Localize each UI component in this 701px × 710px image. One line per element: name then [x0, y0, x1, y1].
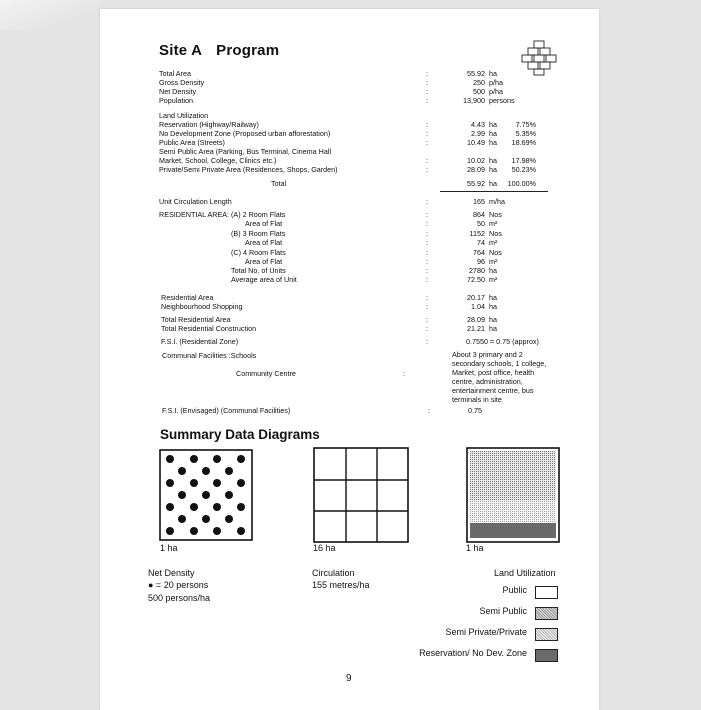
density-dot: [225, 467, 233, 475]
communal-line-text: secondary schools, 1 college,: [452, 359, 547, 368]
density-dot: [213, 455, 221, 463]
row-label: Population: [159, 96, 193, 105]
summary-title: Summary Data Diagrams: [160, 427, 320, 442]
row-unit: persons: [489, 96, 515, 105]
row-label: (C) 4 Room Flats: [231, 248, 286, 257]
legend-label: Semi Private/Private: [445, 627, 527, 637]
row-label: Area of Flat: [245, 219, 283, 228]
program-row: [100, 238, 599, 248]
program-row: [100, 337, 599, 347]
density-dot: [202, 467, 210, 475]
circulation-frame: [314, 448, 408, 542]
density-dot: [237, 479, 245, 487]
row-label: Net Density: [159, 87, 197, 96]
row-percentage: 17.98%: [511, 156, 536, 165]
density-dot: [202, 515, 210, 523]
net-density-diagram: [159, 449, 253, 541]
row-value: 1.04: [471, 302, 485, 311]
row-colon: :: [426, 337, 428, 346]
diagram-caption-2: 16 ha: [313, 543, 336, 553]
row-value: 2780: [469, 266, 485, 275]
row-unit: Nos: [489, 248, 502, 257]
row-value: 10.49: [467, 138, 485, 147]
row-percentage: 5.35%: [515, 129, 536, 138]
row-colon: :: [426, 120, 428, 129]
row-value: 72.50: [467, 275, 485, 284]
density-dot: [166, 455, 174, 463]
program-row: [100, 302, 599, 312]
diagram-caption-3: 1 ha: [466, 543, 484, 553]
row-label: Private/Semi Private Area (Residences, Shops, Garden): [159, 165, 338, 174]
communal-facilities-label: Communal Facilities :Schools: [162, 351, 257, 360]
row-value: 165: [473, 197, 485, 206]
row-colon: :: [426, 302, 428, 311]
legend-swatch: [535, 628, 558, 641]
row-unit: ha: [489, 302, 497, 311]
row-unit: p/ha: [489, 78, 503, 87]
row-unit: m/ha: [489, 197, 505, 206]
row-label: Average area of Unit: [231, 275, 297, 284]
row-unit: ha: [489, 156, 497, 165]
density-dot: [178, 467, 186, 475]
row-label: Semi Public Area (Parking, Bus Terminal, Cinema Hall: [159, 147, 332, 156]
document-page: [100, 9, 599, 710]
row-value: 500: [473, 87, 485, 96]
row-colon: :: [426, 138, 428, 147]
row-label: (B) 3 Room Flats: [231, 229, 286, 238]
row-unit: Nos: [489, 210, 502, 219]
row-percentage: 100.00%: [507, 179, 536, 188]
row-colon: :: [426, 210, 428, 219]
density-dot: [225, 491, 233, 499]
row-percentage: 18.69%: [511, 138, 536, 147]
program-row: [100, 219, 599, 229]
net-density-value: 500 persons/ha: [148, 593, 211, 603]
row-value: 13,900: [463, 96, 485, 105]
row-value: 764: [473, 248, 485, 257]
communal-line-text: entertainment centre, bus: [452, 386, 534, 395]
circulation-title: Circulation: [312, 568, 355, 578]
row-colon: :: [426, 266, 428, 275]
density-dot: [202, 491, 210, 499]
row-unit: ha: [489, 324, 497, 333]
row-unit: ha: [489, 138, 497, 147]
row-colon: :: [426, 275, 428, 284]
row-value: 50: [477, 219, 485, 228]
row-colon: :: [426, 87, 428, 96]
fsi-envisaged-colon: :: [428, 406, 430, 415]
row-value: 1152: [469, 229, 485, 238]
row-value: 21.21: [467, 324, 485, 333]
row-unit: ha: [489, 266, 497, 275]
density-dot: [213, 479, 221, 487]
communal-line-text: terminals in site: [452, 395, 502, 404]
row-value: 250: [473, 78, 485, 87]
density-dot: [225, 515, 233, 523]
row-label: Total No. of Units: [231, 266, 286, 275]
program-row: [100, 165, 599, 175]
density-dot: [166, 503, 174, 511]
land-utilization-diagram: [466, 447, 560, 543]
row-unit: m²: [489, 238, 498, 247]
row-label: RESIDENTIAL AREA: (A) 2 Room Flats: [159, 210, 286, 219]
row-value: 28.09: [467, 165, 485, 174]
row-colon: :: [426, 197, 428, 206]
diagram-caption-1: 1 ha: [160, 543, 178, 553]
row-percentage: 7.75%: [515, 120, 536, 129]
row-value: 55.92: [467, 69, 485, 78]
row-unit: ha: [489, 69, 497, 78]
row-label: Area of Flat: [245, 257, 283, 266]
density-dot: [213, 527, 221, 535]
row-label: Reservation (Highway/Railway): [159, 120, 259, 129]
legend-swatch: [535, 649, 558, 662]
row-label: Neighbourhood Shopping: [161, 302, 243, 311]
net-density-title: Net Density: [148, 568, 195, 578]
row-label: No Development Zone (Proposed urban afforestation): [159, 129, 331, 138]
program-title: Program: [216, 42, 280, 59]
legend-swatch: [535, 607, 558, 620]
row-value: 2.99: [471, 129, 485, 138]
row-percentage: 50.23%: [511, 165, 536, 174]
legend-swatch: [535, 586, 558, 599]
row-unit: ha: [489, 315, 497, 324]
row-colon: :: [426, 257, 428, 266]
program-row: [100, 275, 599, 285]
row-label: Gross Density: [159, 78, 205, 87]
density-dot: [190, 455, 198, 463]
program-row: [100, 197, 599, 207]
row-colon: :: [426, 315, 428, 324]
legend-label: Semi Public: [479, 606, 527, 616]
row-label: Total Residential Area: [161, 315, 231, 324]
row-colon: :: [426, 248, 428, 257]
density-dot: [190, 527, 198, 535]
row-colon: :: [426, 324, 428, 333]
program-row: [100, 179, 599, 189]
density-dot: [237, 503, 245, 511]
communal-line-text: About 3 primary and 2: [452, 350, 523, 359]
semi-public-band: [470, 501, 556, 523]
row-unit: ha: [489, 293, 497, 302]
density-dot: [178, 515, 186, 523]
row-colon: :: [426, 78, 428, 87]
density-dot: [213, 503, 221, 511]
row-colon: :: [426, 96, 428, 105]
row-unit: ha: [489, 165, 497, 174]
row-value: 55.92: [467, 179, 485, 188]
row-colon: :: [426, 229, 428, 238]
row-label: Unit Circulation Length: [159, 197, 232, 206]
legend-label: Public: [502, 585, 527, 595]
row-colon: :: [426, 129, 428, 138]
row-unit: m²: [489, 219, 498, 228]
row-colon: :: [426, 165, 428, 174]
land-utilization-title: Land Utilization: [494, 568, 556, 578]
row-text-value: 0.7550 = 0.75 (approx): [466, 337, 539, 346]
fsi-envisaged-value: 0.75: [468, 406, 482, 415]
density-dot: [190, 503, 198, 511]
row-label: Residential Area: [161, 293, 214, 302]
legend-label: Reservation/ No Dev. Zone: [419, 648, 527, 658]
fsi-envisaged-row: [100, 406, 599, 416]
row-unit: ha: [489, 120, 497, 129]
row-colon: :: [426, 219, 428, 228]
row-colon: :: [426, 156, 428, 165]
row-label: Public Area (Streets): [159, 138, 225, 147]
row-unit: p/ha: [489, 87, 503, 96]
row-value: 4.43: [471, 120, 485, 129]
row-value: 74: [477, 238, 485, 247]
reservation-band: [470, 523, 556, 538]
density-dot: [190, 479, 198, 487]
row-value: 28.09: [467, 315, 485, 324]
communal-line: [100, 395, 599, 405]
net-density-legend: ● = 20 persons: [148, 580, 209, 590]
row-value: 10.02: [467, 156, 485, 165]
row-colon: :: [426, 69, 428, 78]
density-dot: [166, 479, 174, 487]
page-title: [159, 42, 279, 59]
row-label: Total: [271, 179, 287, 188]
density-dot: [178, 491, 186, 499]
row-unit: m²: [489, 275, 498, 284]
row-label: Market, School, College, Clinics etc.): [159, 156, 277, 165]
row-unit: m²: [489, 257, 498, 266]
program-row: [100, 96, 599, 106]
total-divider: [440, 191, 548, 192]
row-value: 96: [477, 257, 485, 266]
circulation-value: 155 metres/ha: [312, 580, 370, 590]
row-label: Area of Flat: [245, 238, 283, 247]
scan-background: [0, 0, 100, 30]
communal-line-text: Market, post office, health: [452, 368, 535, 377]
fsi-envisaged-label: F.S.I. (Envisaged) (Communal Facilities): [162, 406, 291, 415]
row-colon: :: [426, 238, 428, 247]
density-dot: [237, 455, 245, 463]
row-label: F.S.I. (Residential Zone): [161, 337, 239, 346]
row-label: Land Utilization: [159, 111, 209, 120]
row-value: 20.17: [467, 293, 485, 302]
row-unit: ha: [489, 179, 497, 188]
row-label: Total Area: [159, 69, 191, 78]
site-title: Site A: [159, 42, 203, 59]
communal-line-text: centre, administration,: [452, 377, 523, 386]
row-unit: Nos: [489, 229, 502, 238]
row-colon: :: [426, 293, 428, 302]
row-label: Total Residential Construction: [161, 324, 257, 333]
circulation-diagram: [313, 447, 409, 543]
density-dot: [166, 527, 174, 535]
program-row: [100, 324, 599, 334]
page-number: 9: [346, 673, 352, 684]
row-unit: ha: [489, 129, 497, 138]
semi-private-band: [470, 451, 556, 501]
density-dot: [237, 527, 245, 535]
row-value: 864: [473, 210, 485, 219]
community-centre-colon: :: [403, 369, 405, 378]
community-centre-label: Community Centre: [236, 369, 296, 378]
